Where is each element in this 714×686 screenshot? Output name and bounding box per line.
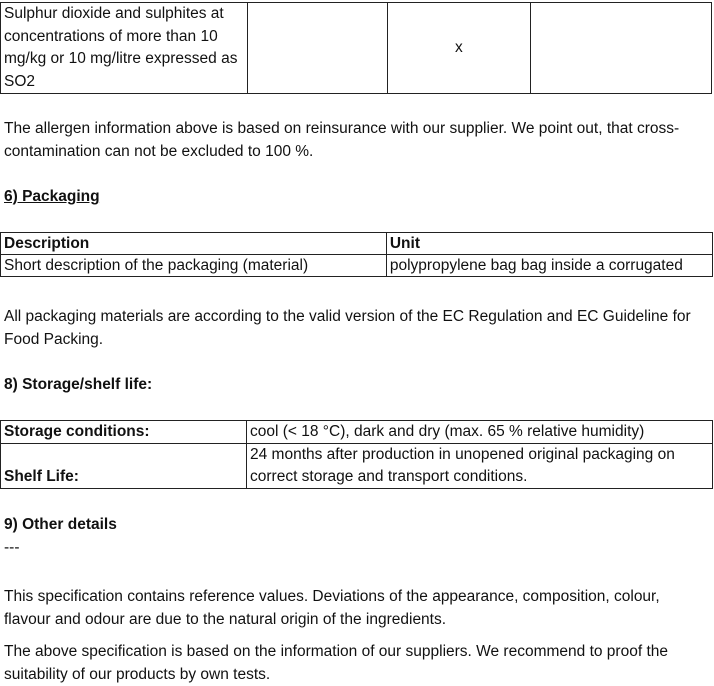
packaging-description-cell: Short description of the packaging (material) [1,255,387,277]
footer-paragraph-2: The above specification is based on the information of our suppliers. We recommend to proof the suitability of our products by own tests. [4,643,668,683]
shelf-life-value: 24 months after production in unopened original packaging on correct storage and transport conditions. [247,444,713,489]
table-header-row [1,233,713,255]
table-row [1,421,713,444]
packaging-unit-header: Unit [386,233,712,255]
allergen-name-cell: Sulphur dioxide and sulphites at concentrations of more than 10 mg/kg or 10 mg/litre expressed as SO2 [1,3,248,94]
storage-table [0,420,713,489]
other-details-value: --- [4,539,20,556]
table-row [1,3,712,94]
storage-conditions-label: Storage conditions: [1,421,247,444]
allergen-table [0,2,712,94]
allergen-empty-cell [531,3,712,94]
allergen-note: The allergen information above is based on reinsurance with our supplier. We point out, that cross-contamination can not be excluded to 100 %. [4,120,680,160]
other-details-heading: 9) Other details [4,516,117,533]
allergen-mark-cell: x [387,3,531,94]
packaging-description-header: Description [1,233,387,255]
packaging-heading: 6) Packaging [4,188,100,205]
table-row [1,255,713,277]
shelf-life-label: Shelf Life: [1,444,247,489]
storage-conditions-value: cool (< 18 °C), dark and dry (max. 65 % relative humidity) [247,421,713,444]
footer-paragraph-1: This specification contains reference values. Deviations of the appearance, composition, colour, flavour and odour are due to the natural origin of the ingredients. [4,588,660,628]
packaging-unit-cell: polypropylene bag bag inside a corrugated [386,255,712,277]
storage-heading: 8) Storage/shelf life: [4,376,153,393]
packaging-table [0,232,713,277]
packaging-note: All packaging materials are according to the valid version of the EC Regulation and EC Guideline for Food Packing. [4,308,691,348]
table-row [1,444,713,489]
